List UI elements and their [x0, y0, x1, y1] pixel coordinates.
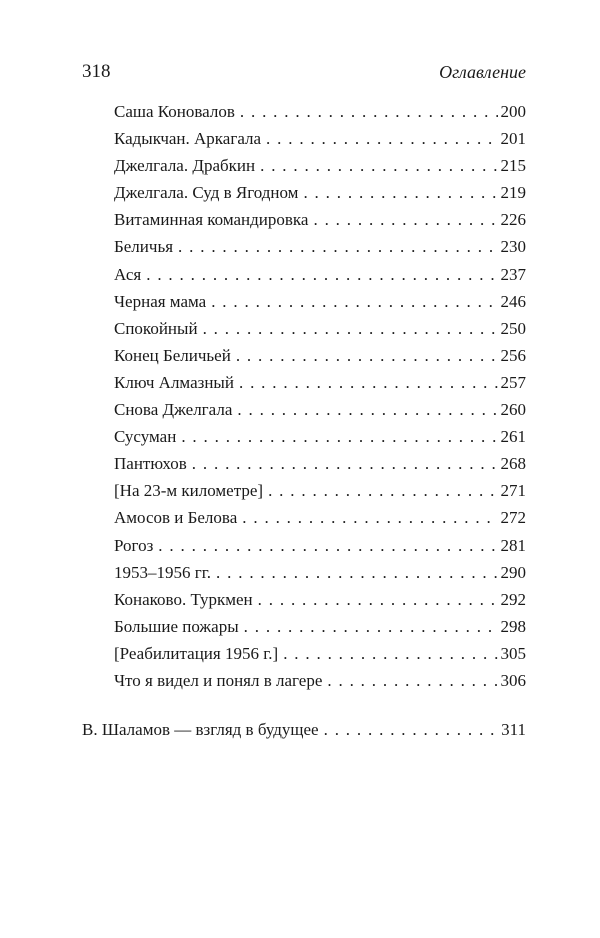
toc-list	[114, 98, 526, 694]
toc-entry-title: Кадыкчан. Аркагала	[114, 129, 262, 149]
dot-leader	[298, 179, 498, 206]
toc-entry	[114, 206, 526, 233]
dot-leader	[319, 716, 498, 743]
toc-entry	[114, 315, 526, 342]
toc-final-section	[82, 716, 526, 743]
toc-entry-title: Ася	[114, 264, 142, 284]
toc-entry	[114, 450, 526, 477]
toc-entry-title: Ключ Алмазный	[114, 372, 234, 392]
dot-leader	[231, 342, 498, 369]
toc-entry	[114, 233, 526, 260]
running-head: Оглавление	[439, 62, 526, 82]
toc-entry-page: 201	[500, 129, 526, 149]
dot-leader	[176, 423, 498, 450]
toc-entry	[114, 288, 526, 315]
toc-entry-title: 1953–1956 гг.	[114, 562, 212, 582]
toc-entry-page: 271	[500, 481, 526, 501]
toc-entry	[114, 98, 526, 125]
toc-entry-title: Рогоз	[114, 535, 154, 555]
toc-entry-page: 219	[500, 183, 526, 203]
toc-entry-title: Сусуман	[114, 427, 177, 447]
dot-leader	[253, 586, 498, 613]
dot-leader	[211, 559, 498, 586]
page-number: 318	[82, 61, 111, 82]
toc-entry	[114, 477, 526, 504]
toc-entry	[114, 261, 526, 288]
dot-leader	[322, 667, 498, 694]
toc-entry-title: Черная мама	[114, 291, 207, 311]
toc-entry-page: 281	[500, 535, 526, 555]
dot-leader	[261, 125, 498, 152]
dot-leader	[153, 532, 498, 559]
toc-entry-title: Саша Коновалов	[114, 102, 235, 121]
toc-entry-title: Большие пожары	[114, 616, 239, 636]
toc-entry-title: Джелгала. Драбкин	[114, 156, 256, 176]
toc-entry-page: 257	[500, 372, 526, 392]
toc-entry-page: 230	[500, 237, 526, 257]
toc-entry-title: Что я видел и понял в лагере	[114, 670, 323, 690]
toc-entry-page: 306	[500, 670, 526, 690]
toc-entry-title: Джелгала. Суд в Ягодном	[114, 183, 299, 203]
toc-entry-title: Конаково. Туркмен	[114, 589, 253, 609]
dot-leader	[234, 369, 498, 396]
toc-entry-page: 250	[500, 318, 526, 338]
toc-entry-page: 260	[500, 400, 526, 420]
toc-entry-page: 292	[500, 589, 526, 609]
toc-entry-title: Снова Джелгала	[114, 400, 233, 420]
toc-entry	[114, 423, 526, 450]
toc-entry	[114, 179, 526, 206]
toc-entry-page: 272	[500, 508, 526, 528]
toc-entry-title: В. Шаламов — взгляд в будущее	[82, 720, 319, 739]
toc-entry-title: Пантюхов	[114, 454, 187, 474]
dot-leader	[198, 315, 498, 342]
toc-entry-page: 215	[500, 156, 526, 176]
toc-entry-title: Витаминная командировка	[114, 210, 309, 230]
toc-entry	[114, 125, 526, 152]
toc-entry-title: [Реабилитация 1956 г.]	[114, 643, 279, 663]
toc-entry-page: 261	[500, 427, 526, 447]
toc-entry-page: 305	[500, 643, 526, 663]
toc-entry-title: [На 23-м километре]	[114, 481, 264, 501]
toc-entry-title: Беличья	[114, 237, 174, 257]
toc-entry-page: 268	[500, 454, 526, 474]
toc-entry-title: Конец Беличьей	[114, 345, 231, 365]
dot-leader	[235, 98, 498, 125]
toc-entry-page: 200	[500, 102, 526, 121]
dot-leader	[206, 288, 498, 315]
dot-leader	[141, 261, 498, 288]
toc-entry-title: Спокойный	[114, 318, 198, 338]
dot-leader	[173, 233, 498, 260]
toc-entry-final	[82, 716, 526, 743]
toc-entry	[114, 152, 526, 179]
toc-entry-page: 226	[500, 210, 526, 230]
toc-entry	[114, 369, 526, 396]
dot-leader	[187, 450, 498, 477]
dot-leader	[278, 640, 498, 667]
toc-entry-page: 311	[501, 720, 526, 739]
toc-entry-page: 298	[500, 616, 526, 636]
toc-entry-page: 290	[500, 562, 526, 582]
toc-entry	[114, 640, 526, 667]
toc-entry-page: 246	[500, 291, 526, 311]
toc-entry	[114, 504, 526, 531]
dot-leader	[263, 477, 498, 504]
dot-leader	[232, 396, 498, 423]
dot-leader	[308, 206, 498, 233]
toc-entry-title: Амосов и Белова	[114, 508, 238, 528]
dot-leader	[239, 613, 498, 640]
toc-entry	[114, 559, 526, 586]
toc-entry	[114, 342, 526, 369]
toc-entry	[114, 532, 526, 559]
toc-entry-page: 237	[500, 264, 526, 284]
dot-leader	[237, 504, 498, 531]
toc-entry	[114, 667, 526, 694]
toc-entry	[114, 613, 526, 640]
dot-leader	[255, 152, 498, 179]
toc-entry-page: 256	[500, 345, 526, 365]
toc-entry	[114, 396, 526, 423]
toc-entry	[114, 586, 526, 613]
